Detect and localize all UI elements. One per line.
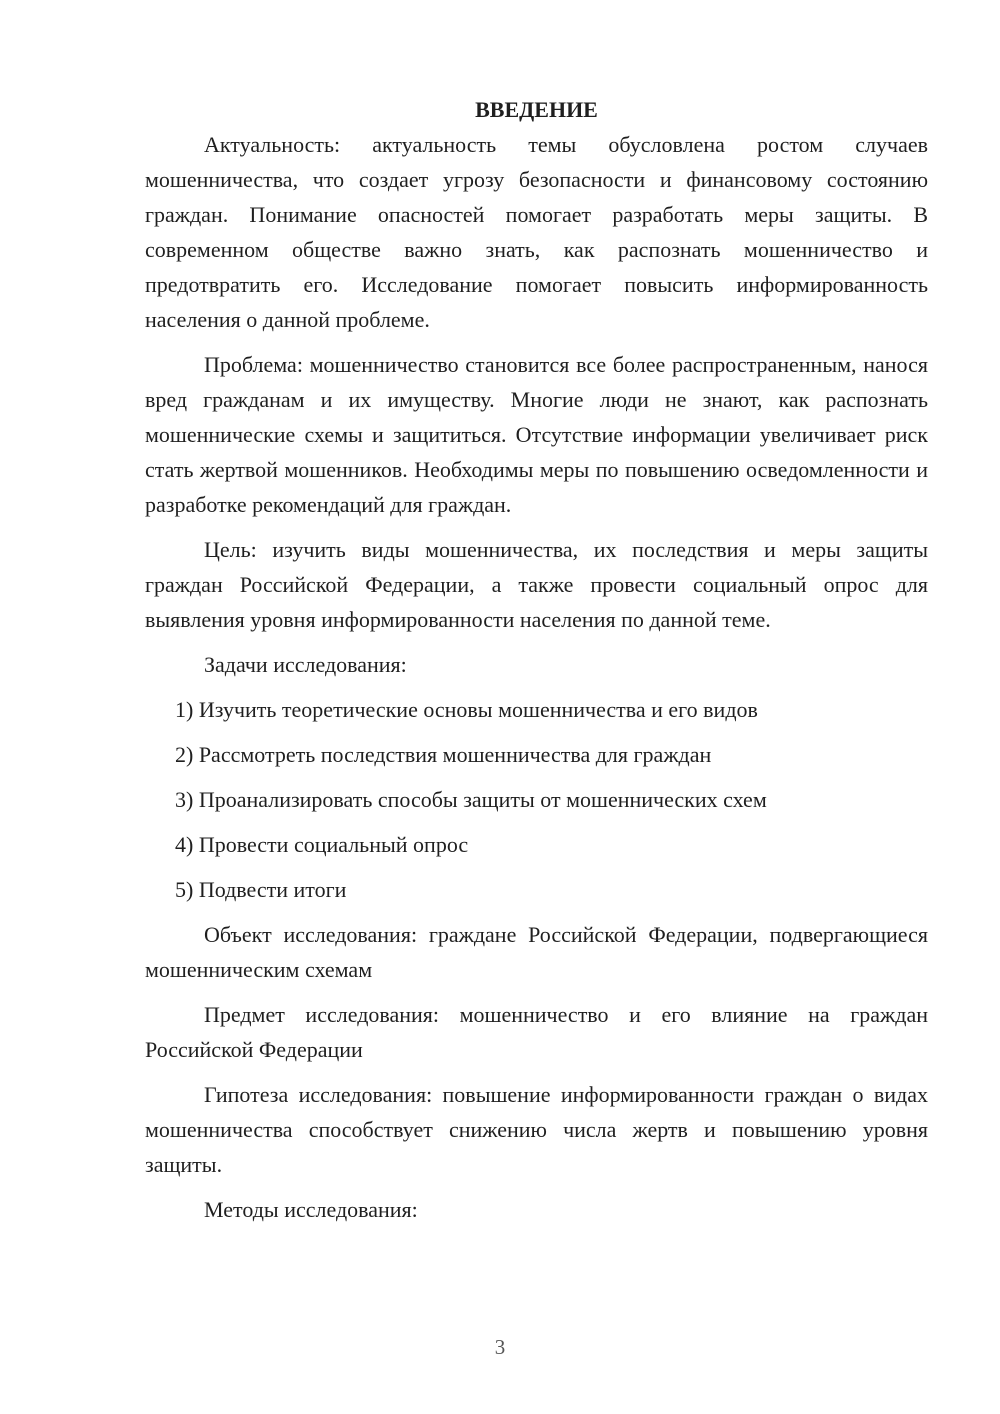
list-item: 5) Подвести итоги [175,877,347,902]
tasks-heading: Задачи исследования: [204,652,407,677]
paragraph-hypothesis: Гипотеза исследования: повышение информированности граждан о видах мошенничества способствует снижению числа жертв и повышению уровня защиты. [145,1082,928,1177]
paragraph-subject: Предмет исследования: мошенничество и его влияние на граждан Российской Федерации [145,1002,928,1062]
list-item: 4) Провести социальный опрос [175,832,469,857]
list-item: 2) Рассмотреть последствия мошенничества для граждан [175,742,712,767]
page-number: 3 [494,1335,506,1359]
methods-heading: Методы исследования: [204,1197,418,1222]
paragraph-problem: Проблема: мошенничество становится все более распространенным, нанося вред гражданам и их имуществу. Многие люди не знают, как распознать мошеннические схемы и защититься. Отсутствие информации увеличивает риск стать жертвой мошенников. Необходимы меры по повышению осведомленности и разработке рекомендаций для граждан. [145,352,928,517]
paragraph-object: Объект исследования: граждане Российской Федерации, подвергающиеся мошенническим схемам [145,922,928,982]
page-title: ВВЕДЕНИЕ [475,97,598,122]
document-page [145,92,928,1237]
list-item: 3) Проанализировать способы защиты от мошеннических схем [175,787,767,812]
paragraph-goal: Цель: изучить виды мошенничества, их последствия и меры защиты граждан Российской Федерации, а также провести социальный опрос для выявления уровня информированности населения по данной теме. [145,537,928,632]
tasks-list [145,692,928,907]
paragraph-relevance: Актуальность: актуальность темы обусловлена ростом случаев мошенничества, что создает угрозу безопасности и финансовому состоянию граждан. Понимание опасностей помогает разработать меры защиты. В современном обществе важно знать, как распознать мошенничество и предотвратить его. Исследование помогает повысить информированность населения о данной проблеме. [145,132,928,332]
list-item: 1) Изучить теоретические основы мошенничества и его видов [175,697,758,722]
